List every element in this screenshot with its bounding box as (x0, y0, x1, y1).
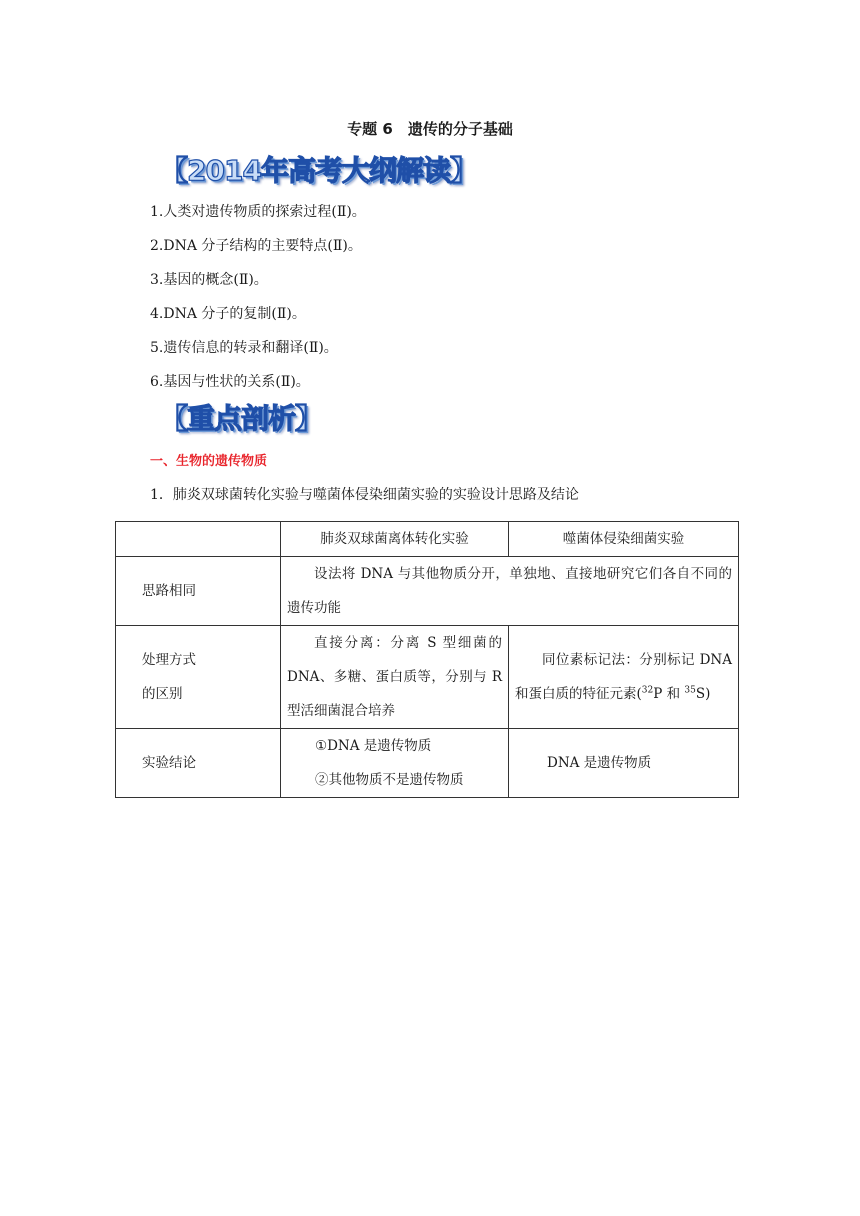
row-label: 思路相同 (116, 557, 281, 626)
table-row (116, 557, 739, 626)
outline-item: 3.基因的概念(Ⅱ)。 (150, 272, 268, 288)
outline-item: 5.遗传信息的转录和翻译(Ⅱ)。 (150, 340, 338, 356)
table-cell: DNA 是遗传物质 (509, 729, 739, 798)
key-analysis-banner-text: 重点剖析 (187, 402, 296, 435)
subsection-heading: 1．肺炎双球菌转化实验与噬菌体侵染细菌实验的实验设计思路及结论 (150, 487, 579, 503)
page-title: 专题 6 遗传的分子基础 (347, 120, 513, 138)
cell-text: 同位素标记法：分别标记 DNA 和蛋白质的特征元素( (515, 652, 732, 702)
superscript: 32 (641, 685, 654, 696)
syllabus-banner (160, 154, 477, 188)
syllabus-banner-text: 2014年高考大纲解读 (187, 154, 450, 187)
cell-text: S) (695, 686, 711, 702)
row-label (116, 626, 281, 729)
table-row (116, 626, 739, 729)
banner-close-bracket: 】 (295, 402, 323, 435)
superscript: 35 (684, 685, 696, 696)
table-row (116, 729, 739, 798)
outline-item: 2.DNA 分子结构的主要特点(Ⅱ)。 (150, 238, 362, 254)
table-cell: 直接分离：分离 S 型细菌的 DNA、多糖、蛋白质等，分别与 R 型活细菌混合培养 (281, 626, 509, 729)
table-header-cell (116, 522, 281, 557)
table-cell (509, 626, 739, 729)
table-cell: 设法将 DNA 与其他物质分开，单独地、直接地研究它们各自不同的遗传功能 (281, 557, 739, 626)
banner-open-bracket: 【 (160, 402, 188, 435)
key-analysis-banner (160, 402, 322, 436)
outline-item: 1.人类对遗传物质的探索过程(Ⅱ)。 (150, 204, 366, 220)
table-cell (281, 729, 509, 798)
table-header-row (116, 522, 739, 557)
table-header-cell: 肺炎双球菌离体转化实验 (281, 522, 509, 557)
row-label: 实验结论 (116, 729, 281, 798)
table-header-cell: 噬菌体侵染细菌实验 (509, 522, 739, 557)
cell-line: ①DNA 是遗传物质 (315, 738, 432, 754)
section-heading: 一、生物的遗传物质 (150, 454, 268, 469)
row-label-line: 的区别 (142, 686, 183, 702)
outline-item: 4.DNA 分子的复制(Ⅱ)。 (150, 306, 306, 322)
banner-open-bracket: 【 (160, 154, 188, 187)
outline-item: 6.基因与性状的关系(Ⅱ)。 (150, 374, 310, 390)
comparison-table (115, 521, 739, 798)
row-label-line: 处理方式 (142, 652, 196, 668)
banner-close-bracket: 】 (449, 154, 477, 187)
cell-line: ②其他物质不是遗传物质 (315, 772, 464, 788)
cell-text: P 和 (653, 686, 685, 702)
